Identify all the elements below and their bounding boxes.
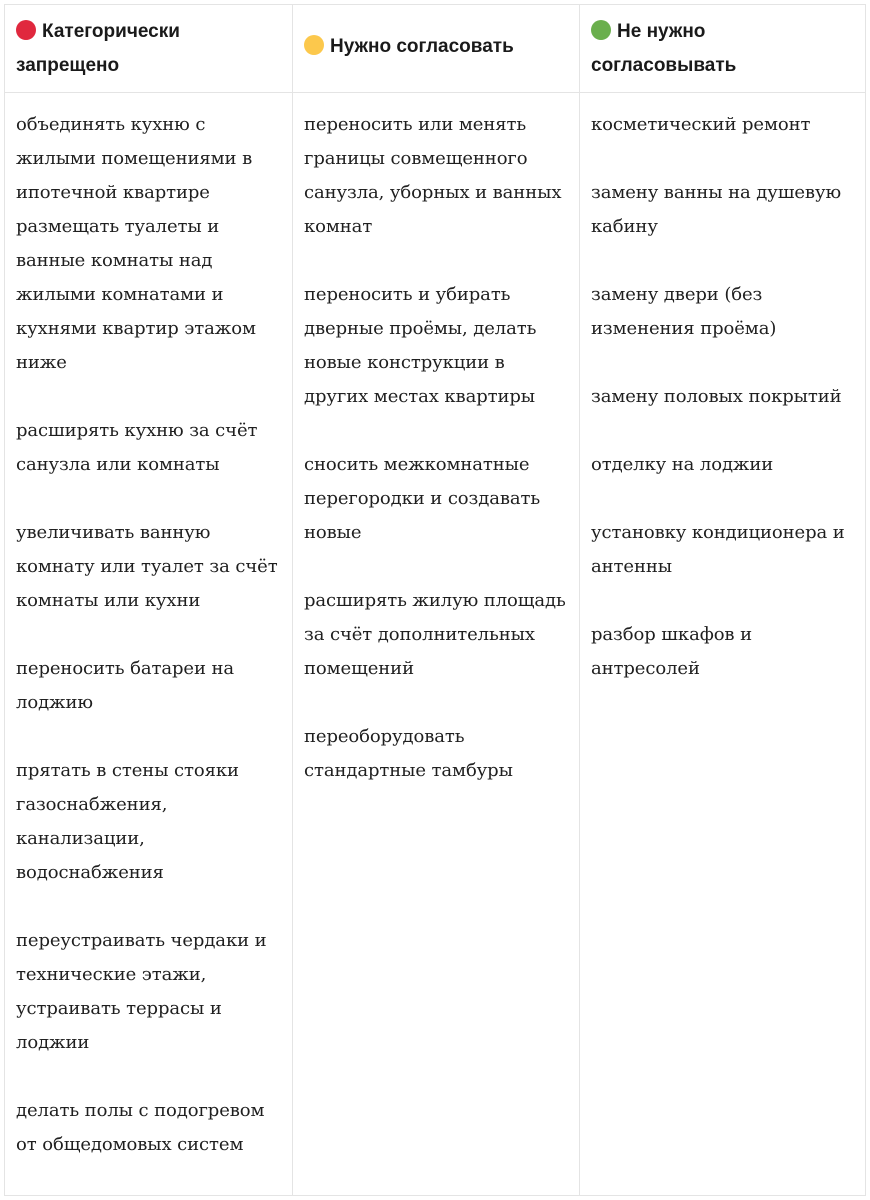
yellow-circle-icon [304,35,324,55]
list-item: отделку на лоджии [591,454,774,475]
header-forbidden-label: Категорически запрещено [16,21,180,76]
list-item: замену половых покрытий [591,386,842,407]
list-item: замену двери (без изменения проёма) [591,284,777,339]
list-item: замену ванны на душевую кабину [591,182,842,237]
header-needs-approval-label: Нужно согласовать [330,35,514,57]
header-no-approval-label: Не нужно согласовывать [591,21,737,76]
list-item: разбор шкафов и антресолей [591,624,752,679]
header-no-approval [580,5,866,93]
forbidden-column [5,93,293,1196]
list-item: расширять жилую площадь за счёт дополнительных помещений [304,590,566,679]
table-body-row [5,93,866,1196]
list-item: переоборудовать стандартные тамбуры [304,726,513,781]
no-approval-column [580,93,866,1196]
header-needs-approval [293,5,580,93]
needs-approval-column [293,93,580,1196]
list-item: косметический ремонт [591,114,811,135]
list-item: переносить батареи на лоджию [16,658,234,713]
list-item: расширять кухню за счёт санузла или комнаты [16,420,258,475]
renovation-rules-table [4,4,866,1196]
list-item: прятать в стены стояки газоснабжения, канализации, водоснабжения [16,760,239,883]
list-item: переносить и убирать дверные проёмы, делать новые конструкции в других местах квартиры [304,284,537,407]
table-header-row [5,5,866,93]
list-item: установку кондиционера и антенны [591,522,845,577]
list-item: сносить межкомнатные перегородки и создавать новые [304,454,541,543]
list-item: объединять кухню с жилыми помещениями в ипотечной квартире размещать туалеты и ванные комнаты над жилыми комнатами и кухнями квартир этажом ниже [16,114,256,373]
list-item: переносить или менять границы совмещенного санузла, уборных и ванных комнат [304,114,562,237]
list-item: делать полы с подогревом от общедомовых систем [16,1100,265,1155]
red-circle-icon [16,20,36,40]
header-forbidden [5,5,293,93]
list-item: переустраивать чердаки и технические этажи, устраивать террасы и лоджии [16,930,267,1053]
list-item: увеличивать ванную комнату или туалет за счёт комнаты или кухни [16,522,278,611]
green-circle-icon [591,20,611,40]
